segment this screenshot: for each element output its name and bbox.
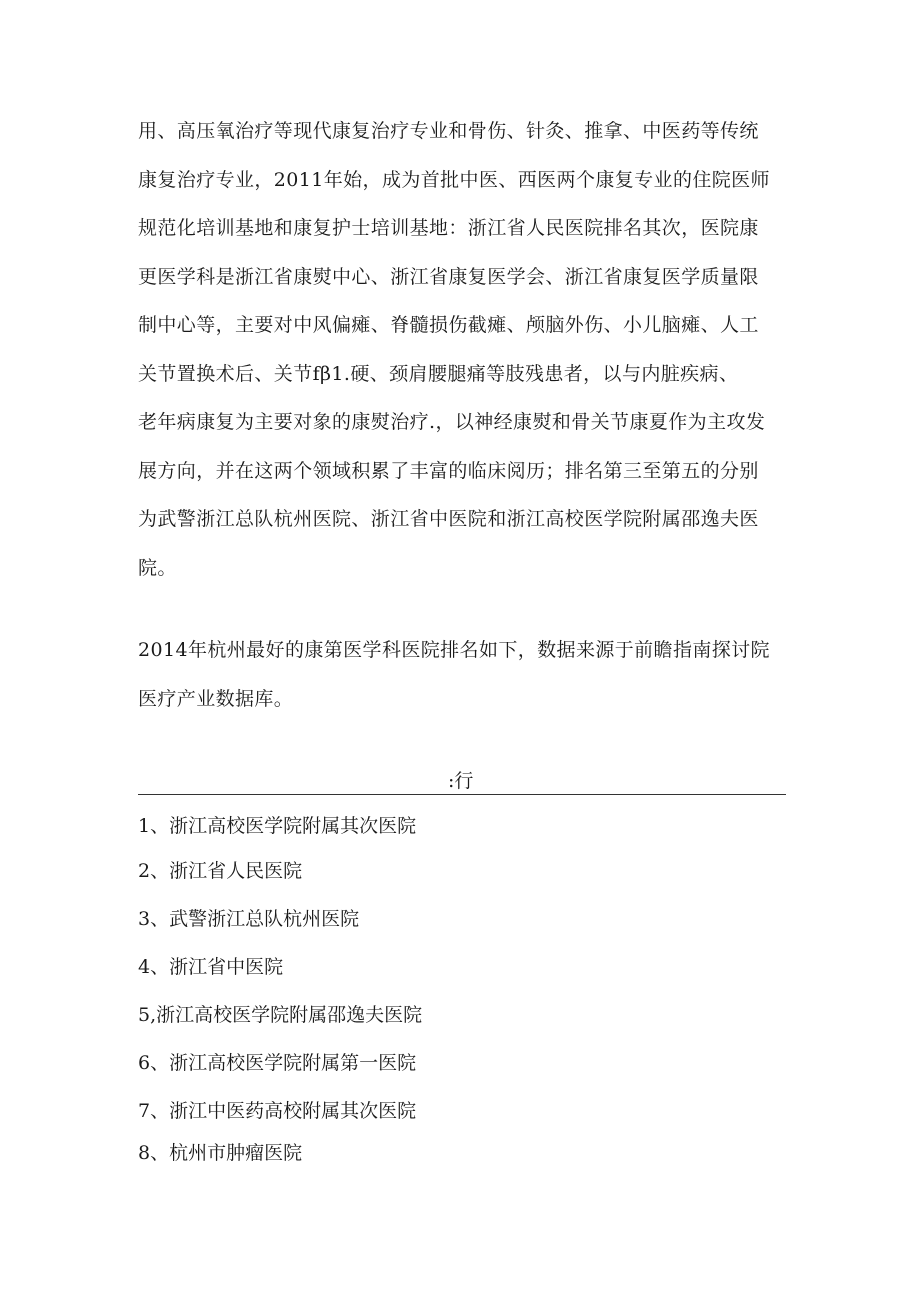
paragraph-line: 院。	[138, 557, 177, 579]
list-item: 4、浙江省中医院	[138, 956, 284, 978]
table-header-rule	[138, 768, 786, 795]
paragraph-line: 医疗产业数据库。	[138, 688, 294, 710]
list-item: 3、武警浙江总队杭州医院	[138, 908, 360, 930]
paragraph-line: 为武警浙江总队杭州医院、浙江省中医院和浙江高校医学院附属邵逸夫医	[138, 508, 759, 530]
paragraph-line: 更医学科是浙江省康熨中心、浙江省康复医学会、浙江省康复医学质量限	[138, 266, 759, 288]
table-header-label: :行	[448, 770, 474, 792]
paragraph-line: 用、高压氧治疗等现代康复治疗专业和骨伤、针灸、推拿、中医药等传统	[138, 120, 759, 142]
paragraph-line: 康复治疗专业，2011年始，成为首批中医、西医两个康复专业的住院医师	[138, 169, 770, 191]
list-item: 6、浙江高校医学院附属第一医院	[138, 1052, 417, 1074]
paragraph-line: 制中心等，主要对中风偏瘫、脊髓损伤截瘫、颅脑外伤、小儿脑瘫、人工	[138, 314, 759, 336]
paragraph-line: 规范化培训基地和康复护士培训基地：浙江省人民医院排名其次，医院康	[138, 217, 759, 239]
paragraph-line: 老年病康复为主要对象的康熨治疗.，以神经康熨和骨关节康夏作为主攻发	[138, 411, 766, 433]
list-item: 7、浙江中医药高校附属其次医院	[138, 1100, 417, 1122]
list-item: 1、浙江高校医学院附属其次医院	[138, 815, 417, 837]
list-item: 5,浙江高校医学院附属邵逸夫医院	[138, 1004, 423, 1026]
paragraph-line: 关节置换术后、关节fβ1.硬、颈肩腰腿痛等肢残患者，以与内脏疾病、	[138, 363, 739, 385]
list-item: 8、杭州市肿瘤医院	[138, 1142, 303, 1164]
paragraph-line: 2014年杭州最好的康第医学科医院排名如下，数据来源于前瞻指南探讨院	[138, 639, 770, 661]
paragraph-line: 展方向，并在这两个领域积累了丰富的临床阅历；排名第三至第五的分别	[138, 460, 759, 482]
list-item: 2、浙江省人民医院	[138, 860, 303, 882]
